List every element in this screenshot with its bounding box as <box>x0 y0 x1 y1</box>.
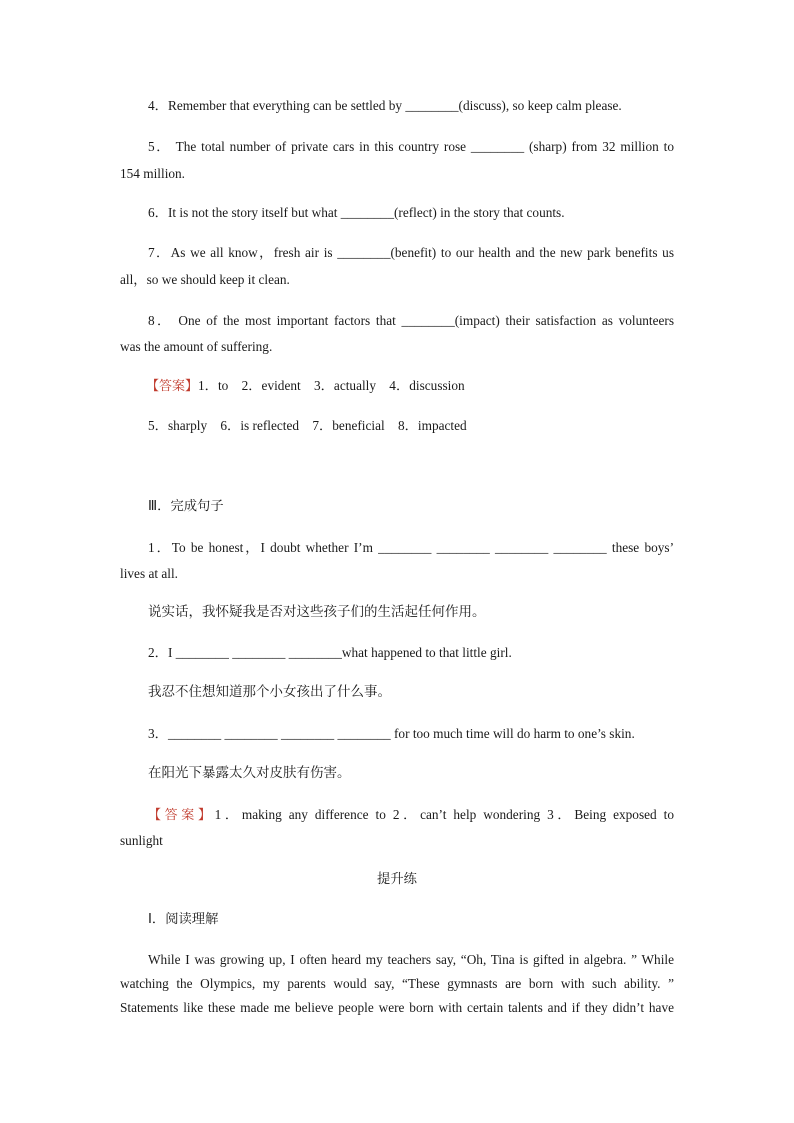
question-4: 4．Remember that everything can be settled by ________(discuss), so keep calm please. <box>148 98 622 113</box>
answer-text-2a: 1．making any difference to 2．can’t help wondering 3．Being exposed to <box>214 807 674 822</box>
sentence-1-line-2: lives at all. <box>120 566 178 581</box>
answer-tag-2: 【答案】 <box>148 808 215 823</box>
question-5-line-1: 5． The total number of private cars in this country rose ________ (sharp) from 32 million to <box>148 139 674 154</box>
sentence-3: 3．________ ________ ________ ________ for too much time will do harm to one’s skin. <box>148 726 635 741</box>
answer-text-1a: 1．to 2．evident 3．actually 4．discussion <box>198 378 465 393</box>
sentence-2: 2．I ________ ________ ________what happened to that little girl. <box>148 645 512 660</box>
answer-text-1b: 5．sharply 6．is reflected 7．beneficial 8．impacted <box>148 418 467 433</box>
question-6: 6．It is not the story itself but what ________(reflect) in the story that counts. <box>148 205 565 220</box>
question-8-line-1: 8． One of the most important factors that ________(impact) their satisfaction as volunteers <box>148 313 674 328</box>
passage-line-1: While I was growing up, I often heard my teachers say, “Oh, Tina is gifted in algebra. ” While <box>148 952 674 967</box>
section-heading: 提升练 <box>377 872 417 887</box>
reading-title: Ⅰ．阅读理解 <box>148 912 219 927</box>
sentence-2-translation: 我忍不住想知道那个小女孩出了什么事。 <box>148 684 391 700</box>
question-7-line-1: 7．As we all know，fresh air is ________(benefit) to our health and the new park benefits us <box>148 245 674 260</box>
answer-block-2 <box>148 806 674 824</box>
sentence-1-translation: 说实话，我怀疑我是否对这些孩子们的生活起任何作用。 <box>148 604 486 620</box>
section-3-title: Ⅲ．完成句子 <box>148 499 224 514</box>
question-5-line-2: 154 million. <box>120 166 186 181</box>
sentence-1-line-1: 1．To be honest，I doubt whether I’m ________ ________ ________ ________ these boys’ <box>148 540 674 555</box>
answer-tag: 【答案】 <box>146 379 199 394</box>
question-8-line-2: was the amount of suffering. <box>120 339 273 354</box>
question-7-line-2: all，so we should keep it clean. <box>120 272 290 287</box>
passage-line-3: Statements like these made me believe people were born with certain talents and if they didn’t have <box>120 1000 674 1015</box>
sentence-3-translation: 在阳光下暴露太久对皮肤有伤害。 <box>148 765 351 781</box>
passage-line-2: watching the Olympics, my parents would say, “These gymnasts are born with such ability. ” <box>120 976 674 991</box>
answer-block-1 <box>146 377 465 395</box>
answer-text-2b: sunlight <box>120 833 163 848</box>
